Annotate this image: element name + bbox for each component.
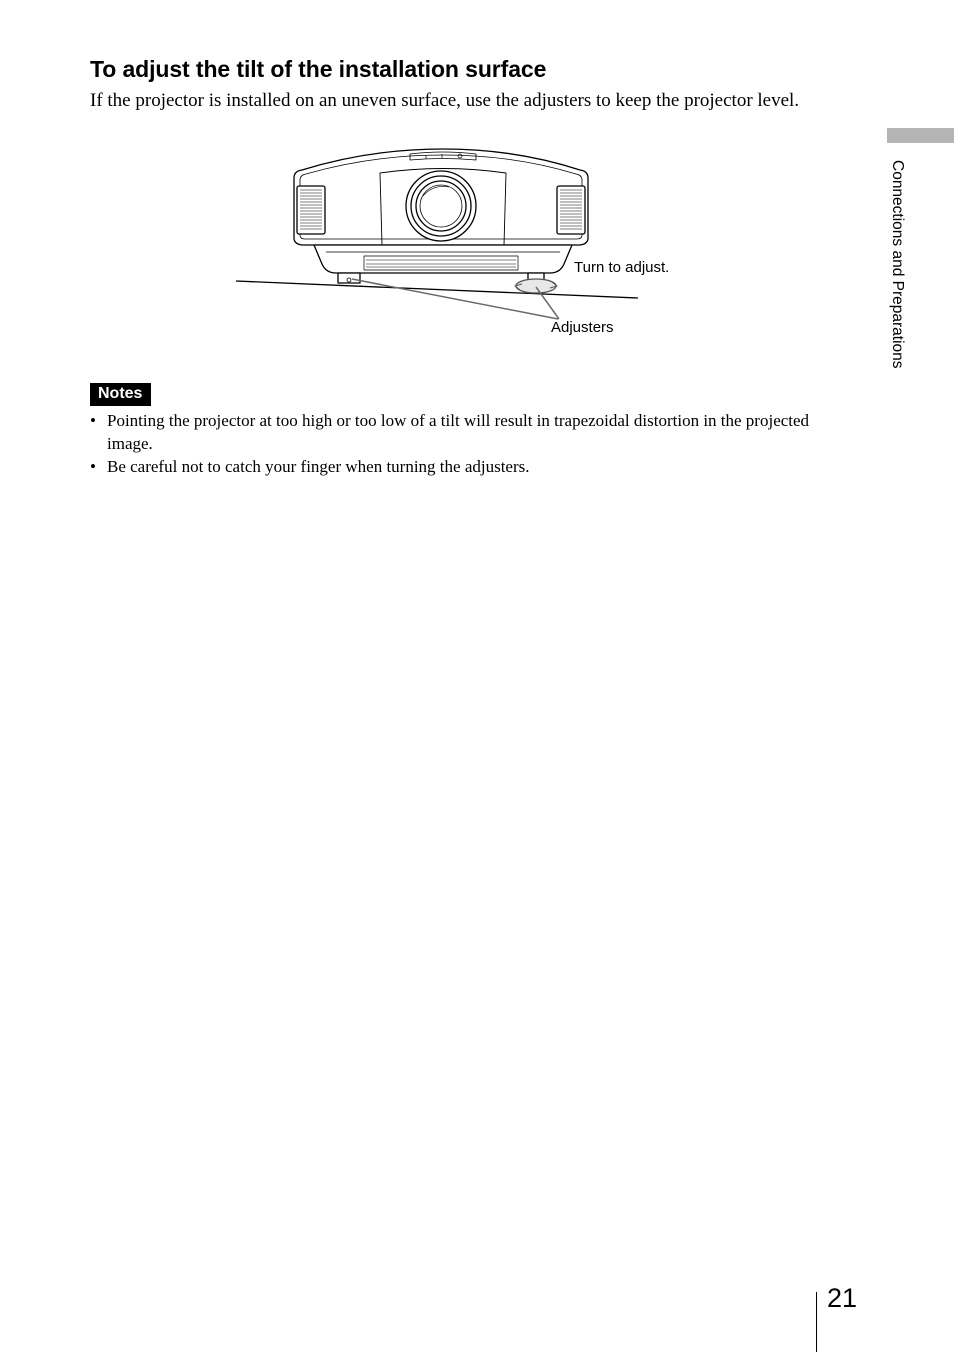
page-number-rule	[816, 1292, 817, 1352]
adjusters-callout: Adjusters	[551, 319, 614, 336]
page-number: 21	[827, 1283, 858, 1313]
turn-to-adjust-callout: Turn to adjust.	[574, 259, 670, 276]
chapter-tab-marker	[887, 128, 954, 143]
projector-base	[314, 245, 572, 273]
note-item	[90, 456, 850, 479]
intro-paragraph: If the projector is installed on an uneven surface, use the adjusters to keep the projector level.	[90, 90, 800, 111]
notes-list	[90, 410, 850, 479]
adjuster-rotation-arrow	[516, 279, 556, 293]
bullet-icon: •	[90, 411, 96, 430]
note-item	[90, 410, 850, 455]
notes-badge: Notes	[90, 383, 151, 406]
note-text: Pointing the projector at too high or too low of a tilt will result in trapezoidal distortion in the projected image.	[107, 411, 810, 453]
projector-drawing	[230, 140, 700, 350]
note-text: Be careful not to catch your finger when turning the adjusters.	[107, 456, 530, 476]
bullet-icon: •	[90, 456, 96, 476]
section-heading: To adjust the tilt of the installation surface	[90, 56, 547, 82]
projector-illustration	[230, 140, 700, 350]
chapter-label: Connections and Preparations	[889, 160, 906, 369]
